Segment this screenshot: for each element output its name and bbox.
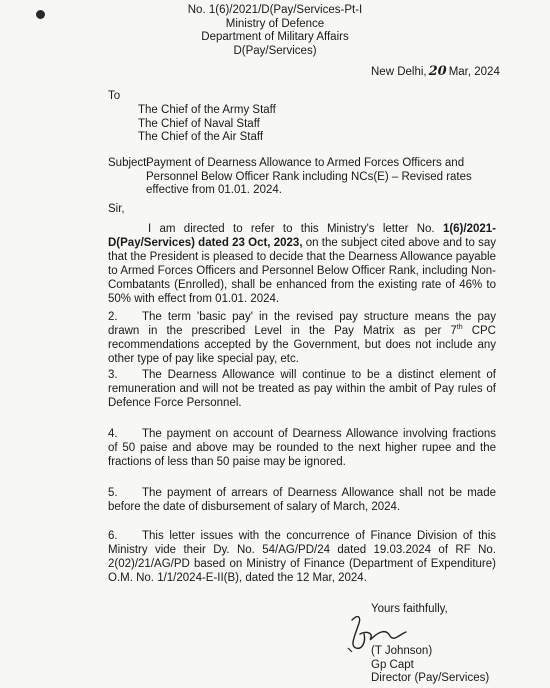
- letter-header: [0, 4, 550, 58]
- subject-block: [108, 157, 503, 198]
- p5-text: The payment of arrears of Dearness Allowance shall not be made before the date of disbursement of salary of March, 2024.: [108, 487, 496, 513]
- subject-text: Payment of Dearness Allowance to Armed Forces Officers and Personnel Below Officer Rank including NCs(E) – Revised rates effective from 01.01. 2024.: [146, 157, 472, 197]
- p1-text-b: on the subject cited above and to say that the President is pleased to decide that the Dearness Allowance payable to Armed Forces Officers and Personnel Below Officer Rank, including Non-Combatants (Enrolled), shall be enhanced from the existing rate of 46% to 50% with effect from 01.01. 2024.: [108, 237, 497, 305]
- paragraph-1: [108, 222, 496, 306]
- p3-text: The Dearness Allowance will continue to be a distinct element of remuneration and will not be treated as pay within the ambit of Pay rules of Defence Force Personnel.: [108, 369, 496, 409]
- signatory-rank: Gp Capt: [371, 658, 414, 671]
- department-name: Department of Military Affairs: [201, 31, 349, 44]
- subject-label: Subject:: [108, 157, 150, 169]
- p6-text: This letter issues with the concurrence of Finance Division of this Ministry vide their Dy. No. 54/AG/PD/24 dated 19.03.2024 of RF No. 2(02)/21/AG/PD based on Ministry of Finance (Department of Expenditure) O.M. No. 1/1/2024-E-II(B), dated the 12 Mar, 2024.: [108, 530, 496, 584]
- addressee-army: The Chief of the Army Staff: [138, 104, 276, 116]
- signatory-designation: Director (Pay/Services): [371, 672, 490, 685]
- paragraph-3: [108, 368, 496, 410]
- salutation: Sir,: [108, 203, 125, 215]
- file-number: No. 1(6)/2021/D(Pay/Services-Pt-I: [187, 4, 363, 16]
- p6-number: 6.: [108, 530, 118, 542]
- to-label: To: [108, 90, 121, 102]
- p2-text-a: The term 'basic pay' in the revised pay structure means the pay drawn in the prescribed Level in the Pay Matrix as per 7: [108, 311, 496, 337]
- addressee-list: [138, 104, 276, 145]
- p2-number: 2.: [108, 311, 118, 323]
- addressee-air: The Chief of the Air Staff: [138, 131, 264, 144]
- p1-reference: 1(6)/2021-D(Pay/Services) dated 23 Oct, 2023,: [108, 223, 496, 249]
- closing-line: Yours faithfully,: [371, 603, 448, 615]
- ministry-name: Ministry of Defence: [225, 17, 325, 30]
- p4-text: The payment on account of Dearness Allowance involving fractions of 50 paise and above may be rounded to the next higher rupee and the fractions of less than 50 paise may be ignored.: [108, 428, 496, 468]
- date-place: New Delhi,: [371, 66, 427, 78]
- p1-text-a: I am directed to refer to this Ministry's letter No.: [148, 223, 443, 235]
- p3-number: 3.: [108, 369, 118, 381]
- date-month-year: Mar, 2024: [448, 66, 500, 78]
- signatory-name: (T Johnson): [371, 645, 433, 657]
- p2-superscript: th: [456, 324, 463, 332]
- p5-number: 5.: [108, 487, 118, 499]
- addressee-navy: The Chief of Naval Staff: [138, 117, 260, 130]
- paragraph-4: [108, 427, 496, 469]
- p2-text-b: CPC recommendations accepted by the Government, but does not include any other type of pay like special pay, etc.: [108, 325, 496, 365]
- section-name: D(Pay/Services): [233, 44, 317, 57]
- paragraph-5: [108, 486, 496, 514]
- paragraph-2: [108, 310, 496, 366]
- date-day-handwritten: 20: [428, 64, 447, 79]
- p4-number: 4.: [108, 428, 118, 440]
- signatory-block: [371, 645, 489, 686]
- paragraph-6: [108, 529, 496, 585]
- letter-date: [371, 64, 500, 79]
